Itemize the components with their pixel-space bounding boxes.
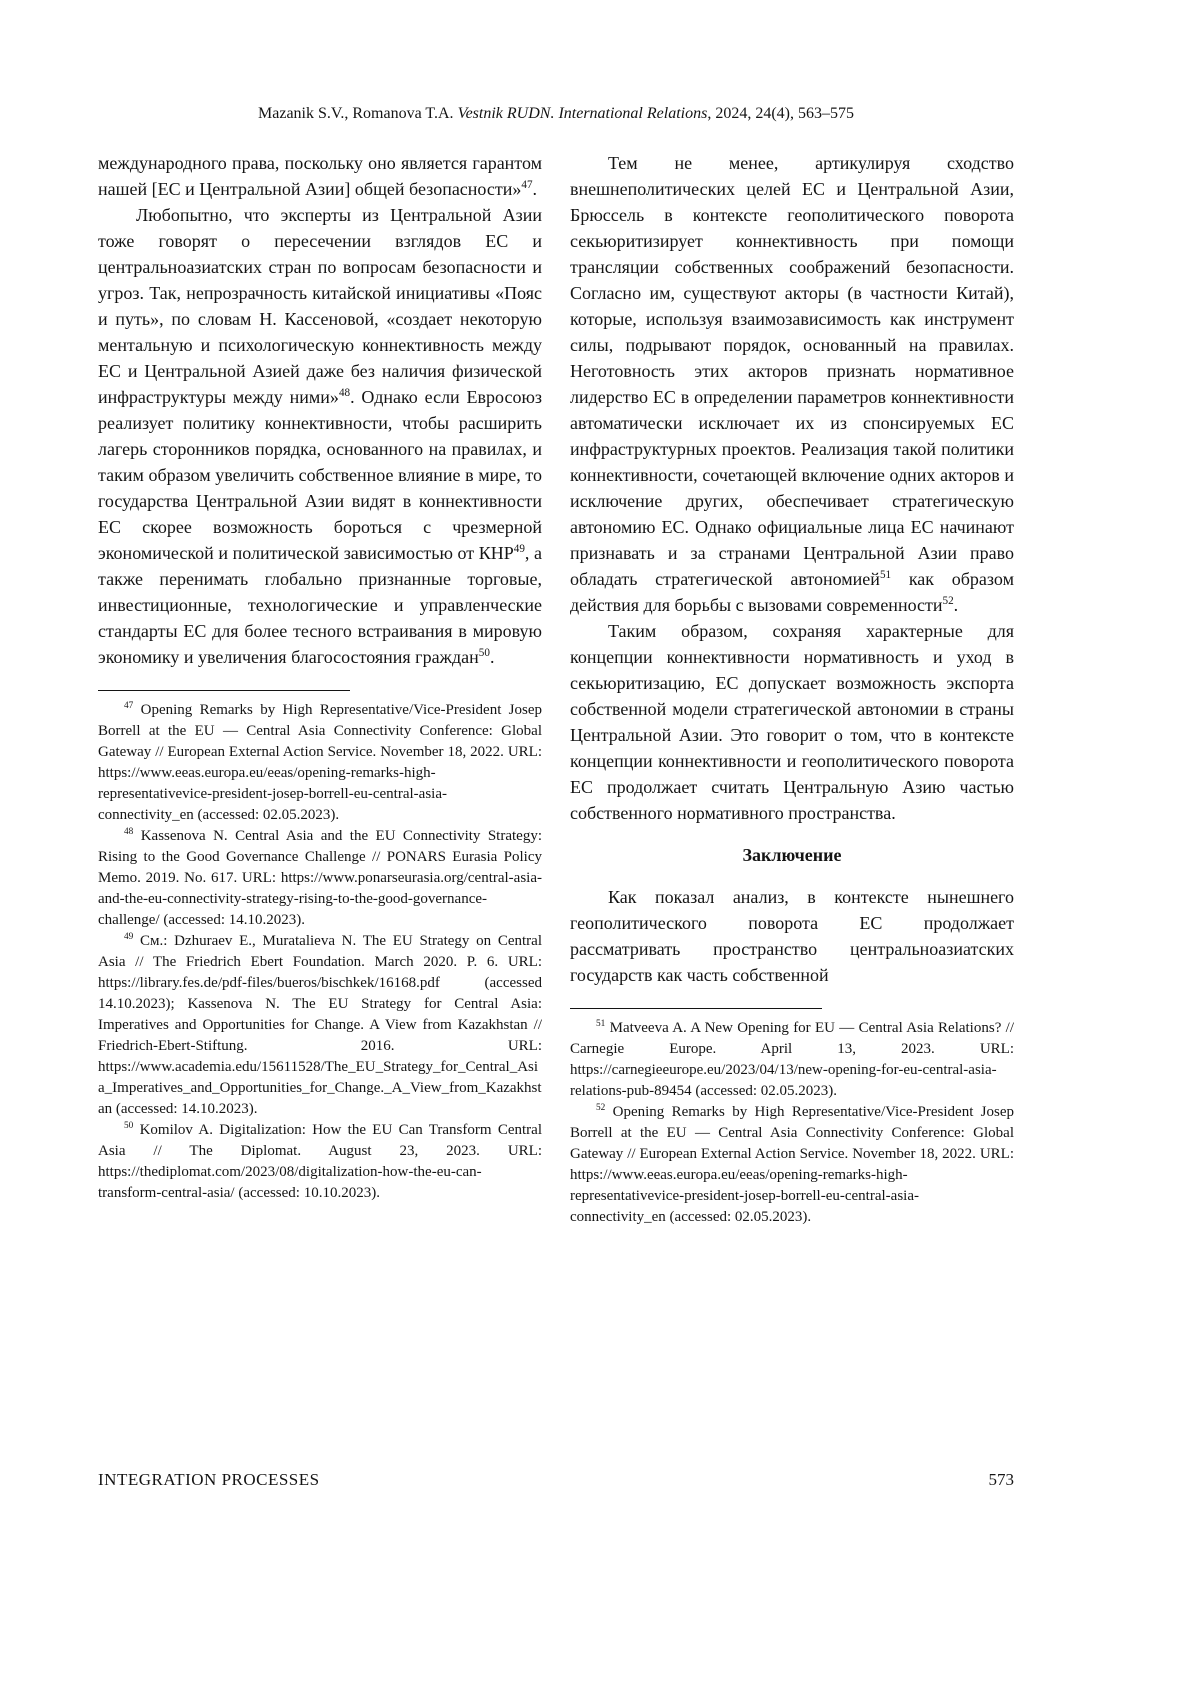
text-run: . [953,595,959,615]
text-run: Как показал анализ, в контексте нынешнего геополитического поворота ЕС продолжает рассматривать пространство центральноазиатских государств как часть собственной [570,887,1014,985]
paragraph [570,618,1014,826]
footnote-marker: 50 [124,1121,134,1131]
footnote-marker: 51 [879,569,892,581]
footnote [570,1018,1014,1102]
footnote [98,1120,542,1204]
running-header [98,104,1014,124]
right-column-text [570,150,1014,988]
footnote-separator-right [570,1008,822,1009]
footnote-marker: 48 [124,827,134,837]
text-run: Таким образом, сохраняя характерные для концепции коннективности нормативность и уход в секьюритизацию, ЕС допускает возможность экспорта собственной модели стратегической автономии в страны Центральной Азии. Это говорит о том, что в контексте концепции коннективности и геополитического поворота ЕС продолжает считать Центральную Азию частью собственного нормативного пространства. [570,621,1014,823]
left-footnotes [98,700,542,1204]
left-column [98,150,542,1204]
right-column [570,150,1014,1228]
text-run: Opening Remarks by High Representative/Vice-President Josep Borrell at the EU — Central Asia Connectivity Conference: Global Gateway // European External Action Service. November 18, 2022. URL: https://www.eeas.europa.eu/eeas/opening-remarks-high-representativevice-president-josep-borrell-eu-central-asia-connectivity_en (accessed: 02.05.2023). [98,702,542,823]
text-run: Тем не менее, артикулируя сходство внешнеполитических целей ЕС и Центральной Азии, Брюссель в контексте геополитического поворота секьюритизирует коннективность при помощи трансляции собственных соображений безопасности. Согласно им, существуют акторы (в частности Китай), которые, используя взаимозависимость как инструмент силы, подрывают порядок, основанный на правилах. Неготовность этих акторов признать нормативное лидерство ЕС в определении параметров коннективности автоматически исключает их из спонсируемых ЕС инфраструктурных проектов. Реализация такой политики коннективности, сочетающей включение одних акторов и исключение других, обеспечивает стратегическую автономию ЕС. Однако официальные лица ЕС начинают признавать и за странами Центральной Азии право обладать стратегической автономией [570,153,1014,589]
text-run: Заключение [742,845,842,865]
text-run: как образом действия для борьбы с вызовами современности [570,569,1014,615]
footnote [98,826,542,931]
footnote-marker: 49 [124,932,134,942]
text-run: . [532,179,538,199]
text-run: , а также перенимать глобально признанные торговые, инвестиционные, технологические и управленческие стандарты ЕС для более тесного встраивания в мировую экономику и увеличения благосостояния граждан [98,543,542,667]
footnote-marker: 51 [596,1019,606,1029]
footnote [98,931,542,1120]
text-run: , 2024, 24(4), 563–575 [707,105,854,122]
footnote-marker: 52 [942,595,954,607]
page-content [98,104,1014,1228]
text-run: Opening Remarks by High Representative/Vice-President Josep Borrell at the EU — Central Asia Connectivity Conference: Global Gateway // European External Action Service. November 18, 2022. URL: https://www.eeas.europa.eu/eeas/opening-remarks-high-representativevice-president-josep-borrell-eu-central-asia-connectivity_en (accessed: 02.05.2023). [570,1104,1014,1225]
footnote-separator-left [98,690,350,691]
text-run: Kassenova N. Central Asia and the EU Connectivity Strategy: Rising to the Good Governance Challenge // PONARS Eurasia Policy Memo. 2019. No. 617. URL: https://www.ponarseurasia.org/central-asia-and-the-eu-connectivity-strategy-rising-to-the-good-governance-challenge/ (accessed: 14.10.2023). [98,828,542,928]
text-run: . Однако если Евросоюз реализует политику коннективности, чтобы расширить лагерь сторонников порядка, основанного на правилах, и таким образом увеличить собственное влияние в мире, то государства Центральной Азии видят в коннективности ЕС скорее возможность бороться с чрезмерной экономической и политической зависимостью от КНР [98,387,543,563]
footnote-marker: 52 [596,1103,606,1113]
paragraph [570,150,1014,618]
footnote-marker: 47 [521,179,533,191]
text-run: Vestnik RUDN. International Relations [457,105,708,122]
left-column-text [98,150,542,670]
footnote-marker: 48 [338,387,351,399]
footnote-marker: 50 [478,647,490,659]
footnote-marker: 47 [124,701,134,711]
footnote [570,1102,1014,1228]
text-run: Matveeva A. A New Opening for EU — Central Asia Relations? // Carnegie Europe. April 13, 2023. URL: https://carnegieeurope.eu/2023/04/13/new-opening-for-eu-central-asia-relations-pub-89454 (accessed: 02.05.2023). [570,1020,1014,1099]
page-number: 573 [988,1470,1014,1489]
right-footnotes [570,1018,1014,1228]
paragraph [98,150,542,202]
section-heading [570,842,1014,868]
two-column-layout [98,150,1014,1228]
text-run: Mazanik S.V., Romanova T.A. [258,105,458,122]
footnote [98,700,542,826]
paragraph [570,884,1014,988]
text-run: Komilov A. Digitalization: How the EU Can Transform Central Asia // The Diplomat. August 23, 2023. URL: https://thediplomat.com/2023/08/digitalization-how-the-eu-can-transform-central-asia/ (accessed: 10.10.2023). [98,1122,542,1201]
footnote-marker: 49 [513,543,525,555]
text-run: . [489,647,495,667]
footer-section-title: INTEGRATION PROCESSES [98,1470,320,1489]
text-run: См.: Dzhuraev E., Muratalieva N. The EU Strategy on Central Asia // The Friedrich Ebert Foundation. March 2020. P. 6. URL: https://library.fes.de/pdf-files/bueros/bischkek/16168.pdf (accessed 14.10.2023); Kassenova N. The EU Strategy for Central Asia: Imperatives and Opportunities for Change. A View from Kazakhstan // Friedrich-Ebert-Stiftung. 2016. URL: https://www.academia.edu/15611528/The_EU_Strategy_for_Central_Asia_Imperatives_and_Opportunities_for_Change._A_View_from_Kazakhstan (accessed: 14.10.2023). [98,933,542,1117]
text-run: международного права, поскольку оно является гарантом нашей [ЕС и Центральной Азии] общей безопасности» [98,153,542,199]
text-run: Любопытно, что эксперты из Центральной Азии тоже говорят о пересечении взглядов ЕС и центральноазиатских стран по вопросам безопасности и угроз. Так, непрозрачность китайской инициативы «Пояс и путь», по словам Н. Кассеновой, «создает некоторую ментальную и психологическую коннективность между ЕС и Центральной Азией даже без наличия физической инфраструктуры между ними» [98,205,542,407]
paragraph [98,202,542,670]
page-footer [98,1470,1014,1490]
